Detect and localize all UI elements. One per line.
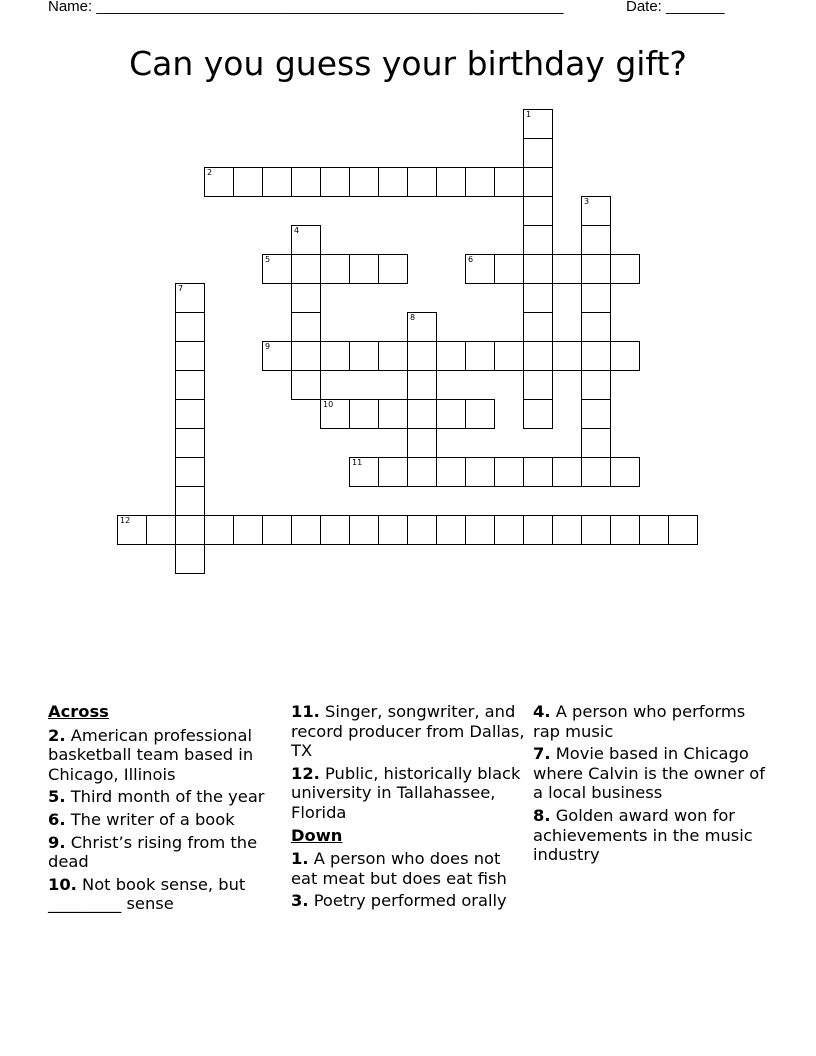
clue-number: 8.: [533, 805, 551, 825]
clue-number-label: 10: [323, 400, 334, 409]
crossword-cell[interactable]: [639, 515, 669, 545]
crossword-cell[interactable]: [407, 428, 437, 458]
crossword-cell[interactable]: [523, 370, 553, 400]
clue-item: [48, 833, 284, 872]
crossword-cell[interactable]: [523, 167, 553, 197]
clue-number: 1.: [291, 849, 309, 869]
down-clue-list: [291, 849, 527, 911]
crossword-cell[interactable]: [233, 167, 263, 197]
clue-item: [48, 787, 284, 807]
clue-item: [291, 849, 527, 888]
crossword-cell[interactable]: [175, 428, 205, 458]
clue-text: A person who performs rap music: [533, 702, 746, 741]
clue-number: 4.: [533, 702, 551, 721]
clue-number-label: 4: [294, 226, 300, 235]
crossword-cell[interactable]: [465, 254, 495, 284]
across-clue-list: [48, 726, 284, 914]
clue-item: [48, 875, 284, 914]
crossword-cell[interactable]: [378, 399, 408, 429]
crossword-cell[interactable]: [407, 370, 437, 400]
crossword-cell[interactable]: [581, 312, 611, 342]
crossword-cell[interactable]: [320, 167, 350, 197]
crossword-cell[interactable]: [320, 341, 350, 371]
name-field-label: Name: ________________________________________________________: [48, 0, 564, 15]
clue-number-label: 9: [265, 342, 271, 351]
crossword-cell[interactable]: [494, 457, 524, 487]
crossword-cell[interactable]: [494, 254, 524, 284]
crossword-cell[interactable]: [291, 167, 321, 197]
clue-number: 3.: [291, 891, 309, 911]
crossword-cell[interactable]: [175, 457, 205, 487]
crossword-cell[interactable]: [320, 399, 350, 429]
crossword-cell[interactable]: [233, 515, 263, 545]
crossword-cell[interactable]: [407, 341, 437, 371]
crossword-cell[interactable]: [291, 312, 321, 342]
crossword-cell[interactable]: [523, 196, 553, 226]
crossword-cell[interactable]: [523, 399, 553, 429]
clue-text: Christ’s rising from the dead: [48, 832, 258, 872]
crossword-cell[interactable]: [581, 370, 611, 400]
crossword-cell[interactable]: [465, 341, 495, 371]
clue-item: [291, 891, 527, 911]
crossword-cell[interactable]: [291, 283, 321, 313]
crossword-cell[interactable]: [581, 428, 611, 458]
crossword-cell[interactable]: [349, 515, 379, 545]
crossword-cell[interactable]: [523, 283, 553, 313]
crossword-cell[interactable]: [610, 515, 640, 545]
crossword-cell[interactable]: [320, 515, 350, 545]
clue-number-label: 2: [207, 168, 213, 177]
crossword-cell[interactable]: [552, 341, 582, 371]
clue-number: 11.: [291, 702, 320, 721]
crossword-cell[interactable]: [610, 457, 640, 487]
crossword-cell[interactable]: [552, 515, 582, 545]
crossword-cell[interactable]: [581, 515, 611, 545]
clue-number: 5.: [48, 787, 66, 807]
crossword-cell[interactable]: [175, 399, 205, 429]
crossword-cell[interactable]: [291, 225, 321, 255]
crossword-cell[interactable]: [581, 225, 611, 255]
crossword-cell[interactable]: [610, 254, 640, 284]
clue-text: American professional basketball team based in Chicago, Illinois: [48, 725, 254, 784]
crossword-cell[interactable]: [349, 254, 379, 284]
crossword-cell[interactable]: [581, 341, 611, 371]
crossword-cell[interactable]: [581, 283, 611, 313]
across-heading: Across: [48, 702, 109, 721]
crossword-cell[interactable]: [523, 138, 553, 168]
across-clue-list-continued: [291, 702, 527, 823]
crossword-cell[interactable]: [349, 341, 379, 371]
crossword-cell[interactable]: [175, 312, 205, 342]
crossword-cell[interactable]: [378, 515, 408, 545]
clue-item: [48, 726, 284, 785]
clues-column-2: [291, 702, 527, 914]
crossword-cell[interactable]: [581, 457, 611, 487]
crossword-cell[interactable]: [349, 457, 379, 487]
crossword-cell[interactable]: [349, 399, 379, 429]
crossword-cell[interactable]: [291, 254, 321, 284]
clues-column-3: [533, 702, 769, 868]
crossword-cell[interactable]: [552, 254, 582, 284]
crossword-cell[interactable]: [204, 515, 234, 545]
crossword-cell[interactable]: [552, 457, 582, 487]
crossword-cell[interactable]: [668, 515, 698, 545]
clue-item: [48, 810, 284, 830]
crossword-cell[interactable]: [117, 515, 147, 545]
crossword-cell[interactable]: [262, 341, 292, 371]
crossword-cell[interactable]: [175, 341, 205, 371]
crossword-cell[interactable]: [204, 167, 234, 197]
clue-number-label: 3: [584, 197, 590, 206]
crossword-cell[interactable]: [523, 225, 553, 255]
crossword-cell[interactable]: [494, 515, 524, 545]
crossword-cell[interactable]: [436, 515, 466, 545]
clue-text: A person who does not eat meat but does eat fish: [291, 849, 507, 888]
clue-number: 6.: [48, 809, 66, 829]
crossword-cell[interactable]: [378, 167, 408, 197]
clue-number-label: 12: [120, 516, 131, 525]
crossword-cell[interactable]: [465, 515, 495, 545]
clues-column-1: [48, 702, 284, 917]
clue-text: Singer, songwriter, and record producer from Dallas, TX: [291, 702, 525, 761]
crossword-cell[interactable]: [436, 399, 466, 429]
clue-item: [291, 764, 527, 823]
crossword-cell[interactable]: [146, 515, 176, 545]
crossword-cell[interactable]: [175, 370, 205, 400]
crossword-cell[interactable]: [465, 457, 495, 487]
clue-number: 7.: [533, 744, 551, 764]
down-clue-list-continued: [533, 702, 769, 865]
crossword-cell[interactable]: [523, 312, 553, 342]
crossword-cell[interactable]: [436, 167, 466, 197]
crossword-cell[interactable]: [523, 341, 553, 371]
crossword-cell[interactable]: [175, 283, 205, 313]
crossword-cell[interactable]: [320, 254, 350, 284]
clue-number: 2.: [48, 725, 66, 745]
clue-item: [533, 702, 769, 741]
crossword-cell[interactable]: [175, 544, 205, 574]
clue-text: Movie based in Chicago where Calvin is the owner of a local business: [533, 744, 765, 803]
clue-number-label: 11: [352, 458, 363, 467]
crossword-cell[interactable]: [523, 109, 553, 139]
clue-number: 10.: [48, 874, 77, 894]
clue-number: 9.: [48, 832, 66, 852]
crossword-cell[interactable]: [262, 254, 292, 284]
clue-number-label: 5: [265, 255, 271, 264]
clue-number-label: 8: [410, 313, 416, 322]
page-title: Can you guess your birthday gift?: [129, 44, 687, 83]
clue-item: [533, 744, 769, 803]
date-field-label: Date: _______: [626, 0, 725, 15]
crossword-cell[interactable]: [494, 167, 524, 197]
crossword-cell[interactable]: [436, 457, 466, 487]
clue-number-label: 7: [178, 284, 184, 293]
crossword-cell[interactable]: [378, 341, 408, 371]
clue-number: 12.: [291, 763, 320, 783]
crossword-cell[interactable]: [436, 341, 466, 371]
clue-text: Poetry performed orally: [308, 891, 507, 911]
crossword-cell[interactable]: [262, 515, 292, 545]
crossword-cell[interactable]: [291, 341, 321, 371]
crossword-cell[interactable]: [494, 341, 524, 371]
crossword-cell[interactable]: [407, 457, 437, 487]
crossword-cell[interactable]: [523, 515, 553, 545]
crossword-cell[interactable]: [291, 370, 321, 400]
crossword-cell[interactable]: [291, 515, 321, 545]
crossword-cell[interactable]: [175, 486, 205, 516]
clue-number-label: 6: [468, 255, 474, 264]
crossword-cell[interactable]: [581, 399, 611, 429]
crossword-cell[interactable]: [378, 254, 408, 284]
crossword-cell[interactable]: [610, 341, 640, 371]
crossword-cell[interactable]: [349, 167, 379, 197]
crossword-cell[interactable]: [407, 515, 437, 545]
crossword-cell[interactable]: [465, 167, 495, 197]
clue-text: Not book sense, but _________ sense: [48, 874, 246, 914]
clue-text: Golden award won for achievements in the music industry: [533, 805, 753, 865]
crossword-cell[interactable]: [581, 196, 611, 226]
crossword-cell[interactable]: [262, 167, 292, 197]
crossword-cell[interactable]: [407, 312, 437, 342]
clue-text: Third month of the year: [65, 787, 265, 807]
crossword-cell[interactable]: [175, 515, 205, 545]
clue-text: Public, historically black university in Tallahassee, Florida: [291, 763, 521, 822]
clue-item: [291, 702, 527, 761]
crossword-cell[interactable]: [407, 167, 437, 197]
clue-number-label: 1: [526, 110, 532, 119]
down-heading: Down: [291, 825, 343, 845]
crossword-cell[interactable]: [465, 399, 495, 429]
crossword-cell[interactable]: [523, 457, 553, 487]
clue-item: [533, 806, 769, 865]
crossword-cell[interactable]: [407, 399, 437, 429]
crossword-cell[interactable]: [378, 457, 408, 487]
crossword-cell[interactable]: [523, 254, 553, 284]
clue-text: The writer of a book: [65, 809, 235, 829]
crossword-cell[interactable]: [581, 254, 611, 284]
